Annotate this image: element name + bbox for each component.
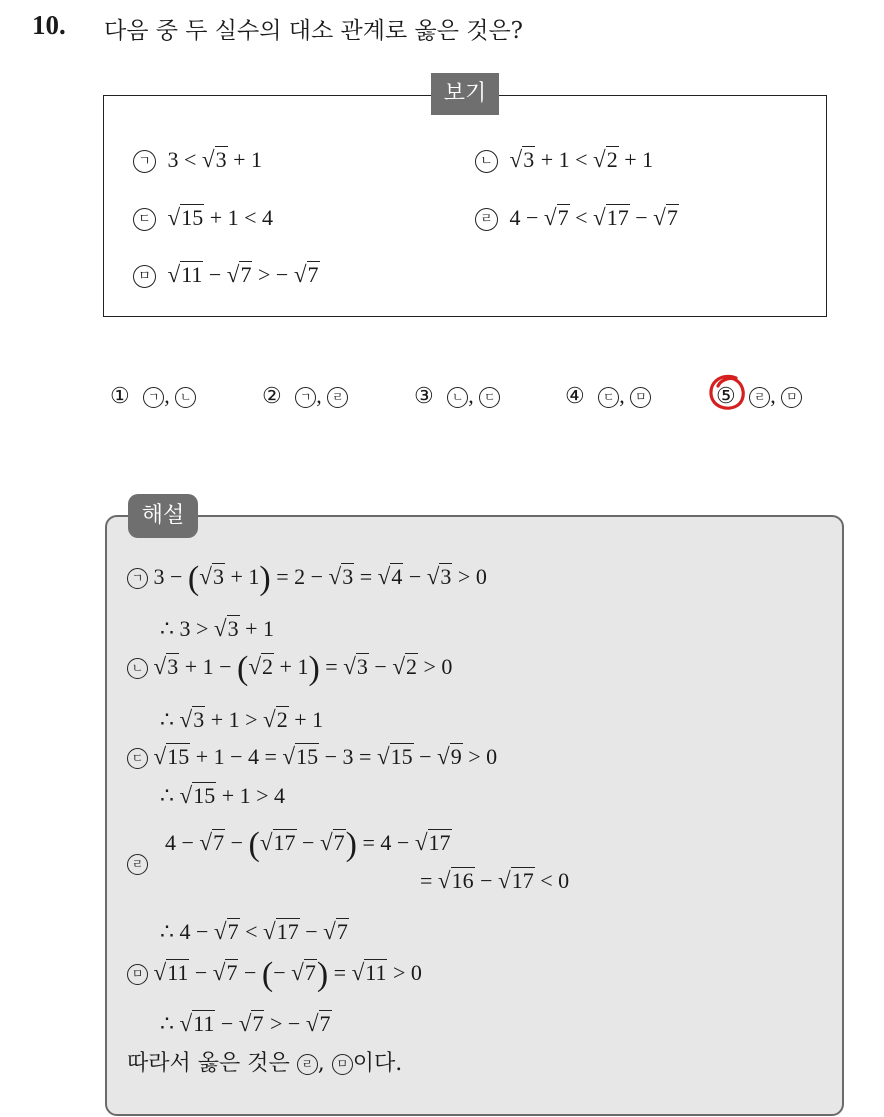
solution-label: 해설 <box>128 494 198 538</box>
question-number: 10. <box>32 10 66 40</box>
marker-nieun: ㄴ <box>475 150 498 173</box>
choice-5[interactable]: ⑤ ㄹ , ㅁ <box>716 383 802 409</box>
bogi-item-a: ㄱ 3 < √3 + 1 <box>133 146 262 173</box>
solution-line-d2: = √16 − √17 < 0 <box>420 867 570 893</box>
solution-line-d3: ∴ 4 − √7 < √17 − √7 <box>160 918 348 944</box>
solution-line-b2: ∴ √3 + 1 > √2 + 1 <box>160 706 324 732</box>
bogi-label: 보기 <box>431 73 499 115</box>
solution-line-c2: ∴ √15 + 1 > 4 <box>160 782 286 808</box>
solution-line-c1: ㄷ √15 + 1 − 4 = √15 − 3 = √15 − √9 > 0 <box>127 743 497 770</box>
choice-4[interactable]: ④ ㄷ , ㅁ <box>565 383 651 409</box>
question-text: 다음 중 두 실수의 대소 관계로 옳은 것은? <box>104 18 523 44</box>
solution-marker-d: ㄹ <box>127 850 148 876</box>
marker-giyeok: ㄱ <box>133 150 156 173</box>
marker-mieum: ㅁ <box>133 265 156 288</box>
solution-line-e2: ∴ √11 − √7 > − √7 <box>160 1010 331 1036</box>
choice-3[interactable]: ③ ㄴ , ㄷ <box>414 383 500 409</box>
choice-2[interactable]: ② ㄱ , ㄹ <box>262 383 348 409</box>
bogi-item-d: ㄹ 4 − √7 < √17 − √7 <box>475 204 679 231</box>
bogi-item-b: ㄴ √3 + 1 < √2 + 1 <box>475 146 653 173</box>
solution-conclusion: 따라서 옳은 것은 ㄹ , ㅁ 이다. <box>127 1051 403 1076</box>
choice-1[interactable]: ① ㄱ , ㄴ <box>110 383 196 409</box>
solution-line-b1: ㄴ √3 + 1 − (√2 + 1) = √3 − √2 > 0 <box>127 650 452 688</box>
marker-digeut: ㄷ <box>133 208 156 231</box>
bogi-item-e: ㅁ √11 − √7 > − √7 <box>133 261 320 288</box>
solution-line-d1: 4 − √7 − (√17 − √7) = 4 − √17 <box>165 826 451 863</box>
answer-circle-mark <box>706 372 748 414</box>
solution-line-a2: ∴ 3 > √3 + 1 <box>160 615 275 641</box>
marker-rieul: ㄹ <box>475 208 498 231</box>
solution-line-a1: ㄱ 3 − (√3 + 1) = 2 − √3 = √4 − √3 > 0 <box>127 560 487 598</box>
solution-line-e1: ㅁ √11 − √7 − (− √7) = √11 > 0 <box>127 956 422 994</box>
bogi-item-c: ㄷ √15 + 1 < 4 <box>133 204 273 231</box>
